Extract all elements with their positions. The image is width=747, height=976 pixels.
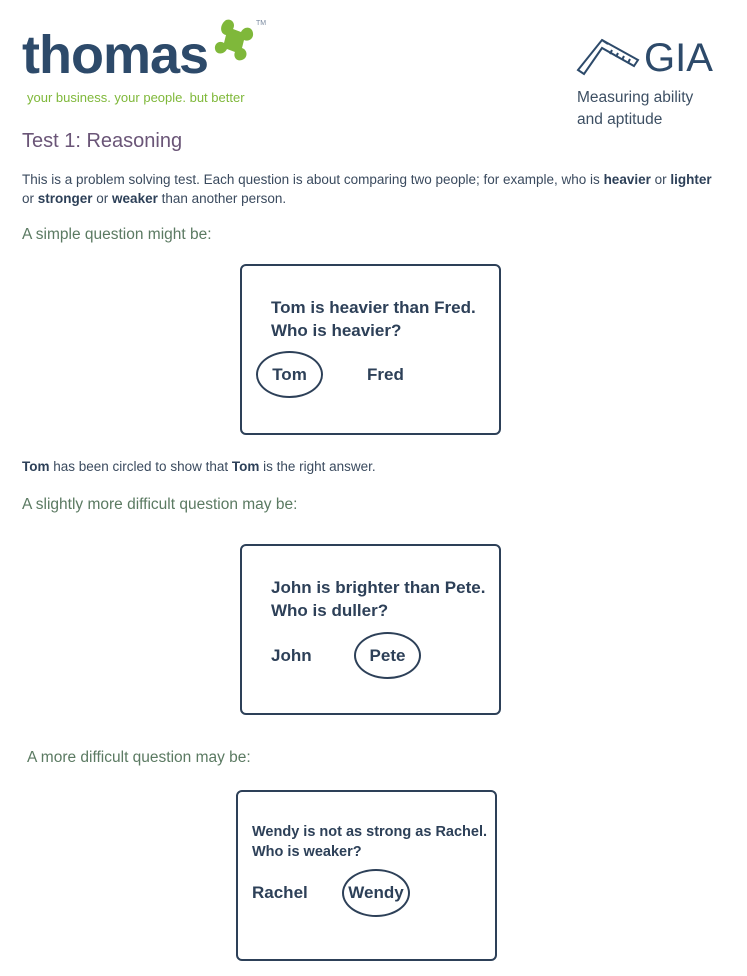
intro-emphasis: lighter — [670, 172, 712, 187]
section-heading-more: A more difficult question may be: — [27, 749, 251, 766]
question-2-prompt: Who is duller? — [271, 601, 389, 620]
puzzle-piece-icon — [196, 16, 267, 76]
question-2-option-b-circled: Pete — [354, 632, 421, 679]
gia-tagline-line1: Measuring ability — [577, 89, 694, 106]
intro-text: or — [650, 172, 671, 187]
question-box-1 — [240, 264, 501, 435]
question-1-statement: Tom is heavier than Fred. — [271, 298, 476, 317]
gia-logo-wordmark: GIA — [644, 36, 713, 80]
gia-tagline — [577, 87, 737, 131]
answer-note-text: is the right answer. — [259, 459, 376, 474]
question-3-statement: Wendy is not as strong as Rachel. — [252, 824, 488, 840]
answer-note-emphasis: Tom — [231, 459, 260, 474]
answer-note-emphasis: Tom — [22, 459, 50, 474]
intro-text: or — [22, 191, 38, 206]
section-heading-slightly: A slightly more difficult question may be: — [22, 496, 298, 513]
intro-paragraph — [22, 170, 722, 208]
trademark-mark: TM — [256, 20, 267, 27]
answer-note — [22, 459, 376, 474]
intro-emphasis: heavier — [603, 172, 651, 187]
question-box-2 — [240, 544, 501, 715]
intro-text: This is a problem solving test. Each question is about comparing two people; for example, who is — [22, 172, 604, 187]
section-heading-simple: A simple question might be: — [22, 226, 212, 243]
intro-text: than another person. — [157, 191, 287, 206]
gia-angle-icon — [576, 36, 640, 80]
question-3-option-b-circled: Wendy — [342, 869, 410, 917]
gia-tagline-line2: and aptitude — [577, 111, 663, 128]
question-3-option-a: Rachel — [252, 883, 308, 902]
question-1-option-b: Fred — [367, 365, 404, 384]
answer-note-text: has been circled to show that — [49, 459, 232, 474]
intro-emphasis: weaker — [112, 191, 158, 206]
question-1-option-a-circled: Tom — [256, 351, 323, 398]
page-title: Test 1: Reasoning — [22, 130, 183, 152]
question-2-statement: John is brighter than Pete. — [271, 578, 486, 597]
question-3-prompt: Who is weaker? — [252, 844, 362, 860]
intro-text: or — [92, 191, 113, 206]
thomas-logo-wordmark: thomas — [22, 25, 209, 85]
intro-emphasis: stronger — [37, 191, 93, 206]
question-1-prompt: Who is heavier? — [271, 321, 402, 340]
question-2-option-a: John — [271, 646, 312, 665]
brand-tagline: your business. your people. but better — [27, 90, 245, 105]
